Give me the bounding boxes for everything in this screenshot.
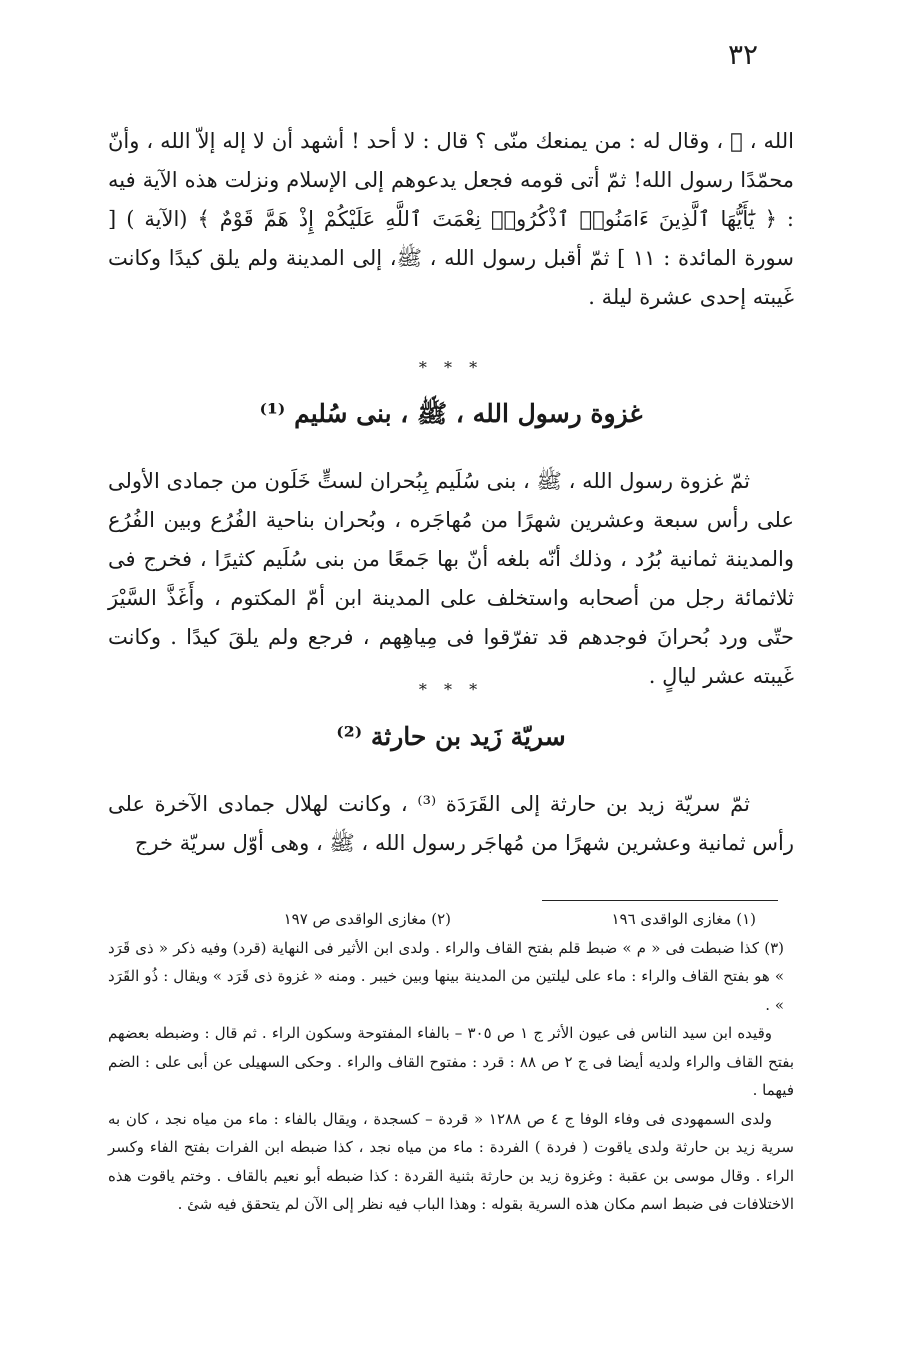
footnote-divider (542, 900, 778, 901)
page-number: ٣٢ (728, 38, 759, 71)
footnote-row (108, 905, 794, 934)
footnote-3-continued: ولدى السمهودى فى وفاء الوفا ج ٤ ص ١٢٨٨ « قردة – كسجدة ، ويقال بالفاء : ماء من مياه نجد ، كان به سرية زيد بن حارثة ولدى ياقوت ( فردة ) الفردة : ماء من مياه نجد ، كذا ضبطه ابن الفرات بفتح الفاء وكسر الراء . وقال موسى بن عقبة : وغزوة زيد بن حارثة بثنية القردة : كذا ضبطه أبو نعيم بالقاف . وختم ياقوت هذه الاختلافات فى ضبط اسم مكان هذه السرية بقوله : وهذا الباب فيه نظر إلى الآن لم يتحقق فيه شئ . (108, 1109, 794, 1213)
footnote-3-continued: وقيده ابن سيد الناس فى عيون الأثر ج ١ ص ٣٠٥ – بالفاء المفتوحة وسكون الراء . ثم قال : وضبطه بعضهم بفتح القاف والراء ولديه أيضا فى ج ٢ ص ٨٨ : قرد : مفتوح القاف والراء . وحكى السهيلى عن أبى على : الضم فيهما . (108, 1024, 795, 1099)
section-heading-zayd-ibn-haritha: سريّة زَيد بن حارثة ⁽²⁾ (336, 722, 566, 751)
footnotes (108, 905, 794, 1219)
paragraph-bani-sulaym: ثمّ غزوة رسول الله ، ﷺ ، بنى سُلَيم بِبُحران لستٍّ خَلَون من جمادى الأولى على رأس سبعة وعشرين شهرًا من مُهاجَره ، وبُحران بناحية الفُرُع وبين الفُرُع والمدينة ثمانية بُرُد ، وذلك أنّه بلغه أنّ بها جَمعًا من بنى سُلَيم كثيرًا ، فخرج فى ثلاثمائة رجل من أصحابه واستخلف على المدينة ابن أمّ المكتوم ، وأَغَذَّ السَّيْرَ حتّى ورد بُحرانَ فوجدهم قد تفرّقوا فى مِياهِهم ، فرجع ولم يلقَ كيدًا . وكانت غَيبته عشر ليالٍ . (108, 469, 794, 688)
paragraph-opening: الله ، ﷺ ، وقال له : من يمنعك منّى ؟ قال : لا أحد ! أشهد أن لا إله إلاّ الله ، وأنّ محمّدًا رسول الله! ثمّ أتى قومه فجعل يدعوهم إلى الإسلام ونزلت هذه الآية فيه : ﴿ يَٰٓأَيُّهَا ٱلَّذِينَ ءَامَنُوا۟ ٱذْكُرُوا۟ نِعْمَتَ ٱللَّهِ عَلَيْكُمْ إِذْ هَمَّ قَوْمٌ ﴾ (الآية ) [ سورة المائدة : ١١ ] ثمّ أقبل رسول الله ، ﷺ، إلى المدينة ولم يلق كيدًا وكانت غَيبته إحدى عشرة ليلة . (108, 129, 794, 309)
section-separator: * * * (418, 680, 484, 699)
footnote-1: (١) مغازى الواقدى ١٩٦ (611, 910, 756, 928)
footnote-3: (٣) كذا ضبطت فى « م » ضبط قلم بفتح القاف والراء . ولدى ابن الأثير فى النهاية (قرد) وفيه ذكر « ذى قَرَد » هو بفتح القاف والراء : ماء على ليلتين من المدينة بينها وبين خيبر . ومنه « غزوة ذى قَرَد » ويقال : ذُو القَرَد » . (108, 938, 784, 1014)
section-heading-bani-sulaym: غزوة رسول الله ، ﷺ ، بنى سُليم ⁽¹⁾ (259, 399, 643, 428)
paragraph-zayd-ibn-haritha: ثمّ سريّة زيد بن حارثة إلى القَرَدَة ⁽³⁾ ، وكانت لهلال جمادى الآخرة على رأس ثمانية وعشرين شهرًا من مُهاجَر رسول الله ، ﷺ ، وهى أوّل سريّة خرج (108, 792, 794, 855)
section-separator: * * * (418, 358, 484, 377)
footnote-2: (٢) مغازى الواقدى ص ١٩٧ (283, 910, 451, 928)
